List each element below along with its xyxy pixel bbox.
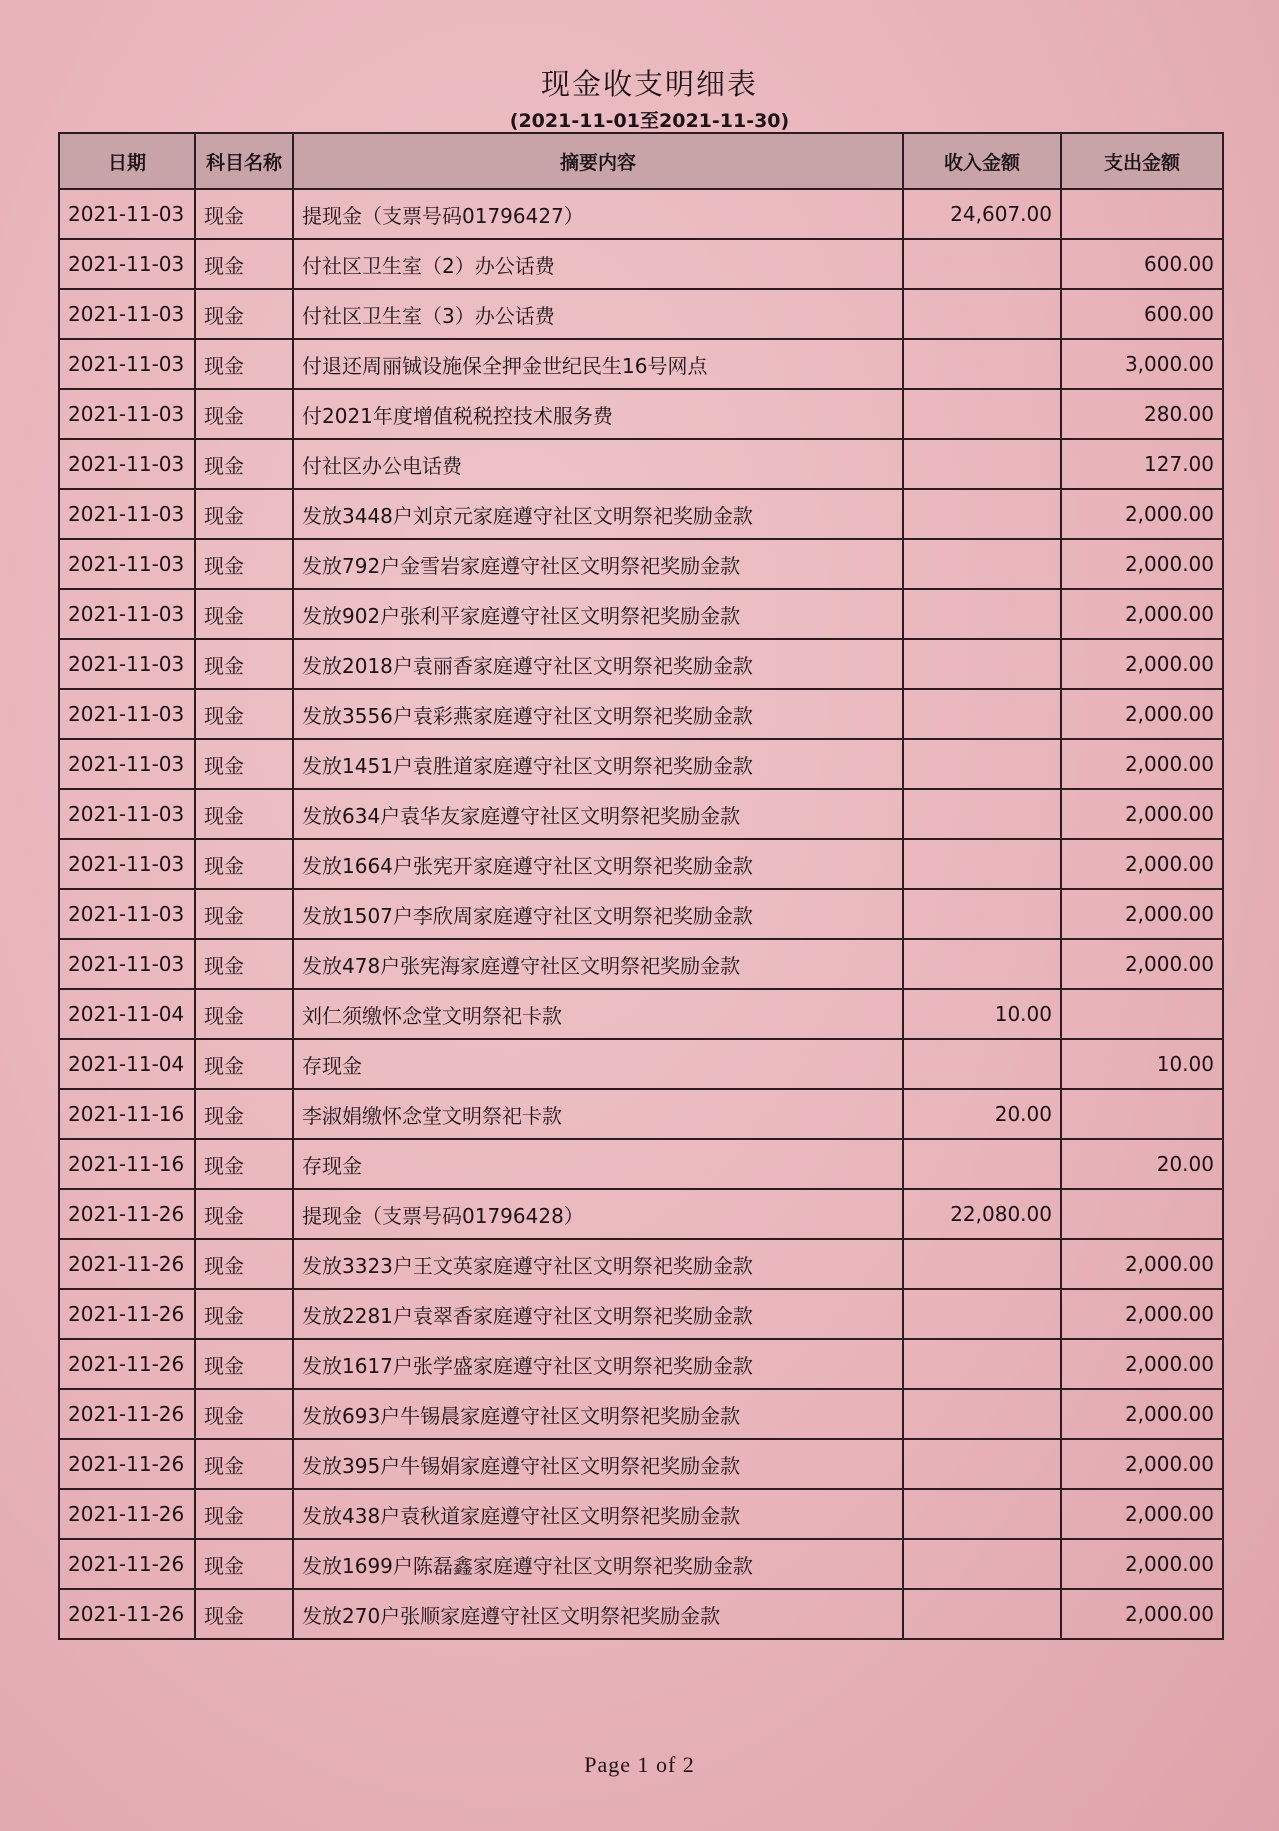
cell-subject: 现金	[195, 1539, 293, 1589]
table-row	[59, 489, 1223, 539]
cell-date: 2021-11-26	[59, 1289, 195, 1339]
cell-summary: 发放1699户陈磊鑫家庭遵守社区文明祭祀奖励金款	[293, 1539, 903, 1589]
cell-date: 2021-11-04	[59, 1039, 195, 1089]
cell-summary: 提现金（支票号码01796428）	[293, 1189, 903, 1239]
cash-ledger-table	[58, 132, 1224, 1640]
cell-income	[903, 939, 1061, 989]
cell-subject: 现金	[195, 1339, 293, 1389]
cell-date: 2021-11-03	[59, 889, 195, 939]
cell-date: 2021-11-03	[59, 539, 195, 589]
table-row	[59, 1339, 1223, 1389]
table-row	[59, 1439, 1223, 1489]
cell-income	[903, 489, 1061, 539]
header-income: 收入金额	[903, 133, 1061, 189]
cell-expense: 2,000.00	[1061, 889, 1223, 939]
header-expense: 支出金额	[1061, 133, 1223, 189]
cell-income	[903, 439, 1061, 489]
cell-subject: 现金	[195, 939, 293, 989]
table-row	[59, 439, 1223, 489]
cell-subject: 现金	[195, 1089, 293, 1139]
cell-summary: 付社区办公电话费	[293, 439, 903, 489]
cell-date: 2021-11-26	[59, 1439, 195, 1489]
cell-summary: 发放693户牛锡晨家庭遵守社区文明祭祀奖励金款	[293, 1389, 903, 1439]
cell-expense: 2,000.00	[1061, 1439, 1223, 1489]
cell-income	[903, 539, 1061, 589]
cell-subject: 现金	[195, 189, 293, 239]
cell-summary: 发放3556户袁彩燕家庭遵守社区文明祭祀奖励金款	[293, 689, 903, 739]
table-header	[59, 133, 1223, 189]
cell-date: 2021-11-26	[59, 1389, 195, 1439]
table-row	[59, 189, 1223, 239]
cell-summary: 发放2018户袁丽香家庭遵守社区文明祭祀奖励金款	[293, 639, 903, 689]
cell-expense	[1061, 989, 1223, 1039]
cell-summary: 发放478户张宪海家庭遵守社区文明祭祀奖励金款	[293, 939, 903, 989]
cell-subject: 现金	[195, 339, 293, 389]
page-number: Page 1 of 2	[584, 1752, 695, 1777]
cell-income	[903, 689, 1061, 739]
table-row	[59, 1489, 1223, 1539]
cell-date: 2021-11-03	[59, 689, 195, 739]
table-row	[59, 1289, 1223, 1339]
cell-summary: 发放1507户李欣周家庭遵守社区文明祭祀奖励金款	[293, 889, 903, 939]
table-row	[59, 639, 1223, 689]
cell-expense: 280.00	[1061, 389, 1223, 439]
cell-expense: 2,000.00	[1061, 939, 1223, 989]
cell-expense: 2,000.00	[1061, 639, 1223, 689]
cell-date: 2021-11-03	[59, 389, 195, 439]
cell-subject: 现金	[195, 839, 293, 889]
cell-date: 2021-11-04	[59, 989, 195, 1039]
cell-date: 2021-11-03	[59, 839, 195, 889]
cell-income	[903, 289, 1061, 339]
cell-income	[903, 1339, 1061, 1389]
cell-expense: 2,000.00	[1061, 1239, 1223, 1289]
cell-expense	[1061, 1089, 1223, 1139]
cell-date: 2021-11-26	[59, 1589, 195, 1639]
cell-expense: 2,000.00	[1061, 1289, 1223, 1339]
cell-expense: 2,000.00	[1061, 1589, 1223, 1639]
cell-income	[903, 1139, 1061, 1189]
cell-expense: 2,000.00	[1061, 1389, 1223, 1439]
cell-subject: 现金	[195, 489, 293, 539]
cell-date: 2021-11-03	[59, 289, 195, 339]
table-row	[59, 739, 1223, 789]
header-subject: 科目名称	[195, 133, 293, 189]
cell-summary: 刘仁须缴怀念堂文明祭祀卡款	[293, 989, 903, 1039]
cell-date: 2021-11-03	[59, 489, 195, 539]
cell-summary: 发放634户袁华友家庭遵守社区文明祭祀奖励金款	[293, 789, 903, 839]
cell-income	[903, 789, 1061, 839]
cell-income	[903, 589, 1061, 639]
cell-summary: 发放902户张利平家庭遵守社区文明祭祀奖励金款	[293, 589, 903, 639]
cell-expense: 2,000.00	[1061, 689, 1223, 739]
cell-income: 22,080.00	[903, 1189, 1061, 1239]
cell-expense: 127.00	[1061, 439, 1223, 489]
cell-expense: 10.00	[1061, 1039, 1223, 1089]
cell-summary: 发放3323户王文英家庭遵守社区文明祭祀奖励金款	[293, 1239, 903, 1289]
cell-date: 2021-11-03	[59, 589, 195, 639]
cell-expense: 2,000.00	[1061, 539, 1223, 589]
cell-expense: 2,000.00	[1061, 839, 1223, 889]
cell-summary: 发放438户袁秋道家庭遵守社区文明祭祀奖励金款	[293, 1489, 903, 1539]
cell-subject: 现金	[195, 739, 293, 789]
cell-date: 2021-11-26	[59, 1339, 195, 1389]
table-row	[59, 889, 1223, 939]
table-row	[59, 839, 1223, 889]
cell-income	[903, 389, 1061, 439]
cell-summary: 发放1664户张宪开家庭遵守社区文明祭祀奖励金款	[293, 839, 903, 889]
table-row	[59, 939, 1223, 989]
cell-subject: 现金	[195, 1139, 293, 1189]
cell-income	[903, 639, 1061, 689]
header-row	[59, 133, 1223, 189]
cell-summary: 李淑娟缴怀念堂文明祭祀卡款	[293, 1089, 903, 1139]
cell-subject: 现金	[195, 1189, 293, 1239]
cell-subject: 现金	[195, 1389, 293, 1439]
cell-income	[903, 339, 1061, 389]
cell-expense	[1061, 189, 1223, 239]
cell-income	[903, 1239, 1061, 1289]
cell-income	[903, 1039, 1061, 1089]
cell-subject: 现金	[195, 639, 293, 689]
cell-income	[903, 1389, 1061, 1439]
table-row	[59, 1239, 1223, 1289]
cell-income: 20.00	[903, 1089, 1061, 1139]
table-row	[59, 339, 1223, 389]
cell-expense: 600.00	[1061, 289, 1223, 339]
table-row	[59, 1089, 1223, 1139]
table-row	[59, 1389, 1223, 1439]
table-row	[59, 239, 1223, 289]
cell-date: 2021-11-03	[59, 789, 195, 839]
header-date: 日期	[59, 133, 195, 189]
document-title: 现金收支明细表	[540, 67, 758, 101]
cell-date: 2021-11-16	[59, 1089, 195, 1139]
cell-income	[903, 889, 1061, 939]
cell-expense: 600.00	[1061, 239, 1223, 289]
cell-summary: 付2021年度增值税税控技术服务费	[293, 389, 903, 439]
cell-expense: 2,000.00	[1061, 489, 1223, 539]
cell-income: 24,607.00	[903, 189, 1061, 239]
cell-summary: 发放1617户张学盛家庭遵守社区文明祭祀奖励金款	[293, 1339, 903, 1389]
cell-date: 2021-11-03	[59, 339, 195, 389]
table-row	[59, 589, 1223, 639]
cell-summary: 付退还周丽铖设施保全押金世纪民生16号网点	[293, 339, 903, 389]
cell-date: 2021-11-26	[59, 1489, 195, 1539]
cell-subject: 现金	[195, 589, 293, 639]
cell-date: 2021-11-03	[59, 939, 195, 989]
cell-subject: 现金	[195, 289, 293, 339]
cell-income	[903, 839, 1061, 889]
cell-subject: 现金	[195, 1589, 293, 1639]
cell-summary: 发放270户张顺家庭遵守社区文明祭祀奖励金款	[293, 1589, 903, 1639]
cell-subject: 现金	[195, 689, 293, 739]
cell-summary: 发放1451户袁胜道家庭遵守社区文明祭祀奖励金款	[293, 739, 903, 789]
cell-subject: 现金	[195, 1289, 293, 1339]
cell-subject: 现金	[195, 1239, 293, 1289]
cell-expense: 20.00	[1061, 1139, 1223, 1189]
cell-subject: 现金	[195, 439, 293, 489]
cell-date: 2021-11-03	[59, 739, 195, 789]
cell-subject: 现金	[195, 389, 293, 439]
table-row	[59, 1539, 1223, 1589]
cell-date: 2021-11-03	[59, 639, 195, 689]
cell-expense: 2,000.00	[1061, 589, 1223, 639]
cell-subject: 现金	[195, 539, 293, 589]
cell-summary: 发放395户牛锡娟家庭遵守社区文明祭祀奖励金款	[293, 1439, 903, 1489]
table-row	[59, 289, 1223, 339]
cell-income	[903, 1539, 1061, 1589]
cell-subject: 现金	[195, 1489, 293, 1539]
cell-subject: 现金	[195, 239, 293, 289]
cell-summary: 存现金	[293, 1039, 903, 1089]
cell-income	[903, 239, 1061, 289]
cell-summary: 付社区卫生室（3）办公话费	[293, 289, 903, 339]
cell-income: 10.00	[903, 989, 1061, 1039]
table-row	[59, 1039, 1223, 1089]
cell-income	[903, 1289, 1061, 1339]
cell-date: 2021-11-03	[59, 189, 195, 239]
cell-summary: 提现金（支票号码01796427）	[293, 189, 903, 239]
table-row	[59, 389, 1223, 439]
cell-income	[903, 1439, 1061, 1489]
cell-expense: 2,000.00	[1061, 1489, 1223, 1539]
table-row	[59, 1589, 1223, 1639]
cell-date: 2021-11-03	[59, 439, 195, 489]
cell-subject: 现金	[195, 789, 293, 839]
table-row	[59, 689, 1223, 739]
cell-summary: 发放2281户袁翠香家庭遵守社区文明祭祀奖励金款	[293, 1289, 903, 1339]
cell-summary: 付社区卫生室（2）办公话费	[293, 239, 903, 289]
cell-subject: 现金	[195, 989, 293, 1039]
table-row	[59, 989, 1223, 1039]
cell-date: 2021-11-26	[59, 1539, 195, 1589]
cell-income	[903, 739, 1061, 789]
cell-summary: 发放792户金雪岩家庭遵守社区文明祭祀奖励金款	[293, 539, 903, 589]
cell-expense: 2,000.00	[1061, 739, 1223, 789]
cell-summary: 存现金	[293, 1139, 903, 1189]
cell-expense: 2,000.00	[1061, 789, 1223, 839]
table-row	[59, 789, 1223, 839]
cell-date: 2021-11-16	[59, 1139, 195, 1189]
cell-date: 2021-11-26	[59, 1189, 195, 1239]
cell-subject: 现金	[195, 1439, 293, 1489]
table-row	[59, 1189, 1223, 1239]
cell-date: 2021-11-03	[59, 239, 195, 289]
cell-expense: 3,000.00	[1061, 339, 1223, 389]
document-period: (2021-11-01至2021-11-30)	[509, 110, 790, 132]
cell-subject: 现金	[195, 889, 293, 939]
header-summary: 摘要内容	[293, 133, 903, 189]
cell-summary: 发放3448户刘京元家庭遵守社区文明祭祀奖励金款	[293, 489, 903, 539]
table-body	[59, 189, 1223, 1639]
cell-income	[903, 1589, 1061, 1639]
cell-expense: 2,000.00	[1061, 1339, 1223, 1389]
cell-date: 2021-11-26	[59, 1239, 195, 1289]
table-row	[59, 1139, 1223, 1189]
cell-expense	[1061, 1189, 1223, 1239]
cell-expense: 2,000.00	[1061, 1539, 1223, 1589]
table-row	[59, 539, 1223, 589]
cell-subject: 现金	[195, 1039, 293, 1089]
cell-income	[903, 1489, 1061, 1539]
